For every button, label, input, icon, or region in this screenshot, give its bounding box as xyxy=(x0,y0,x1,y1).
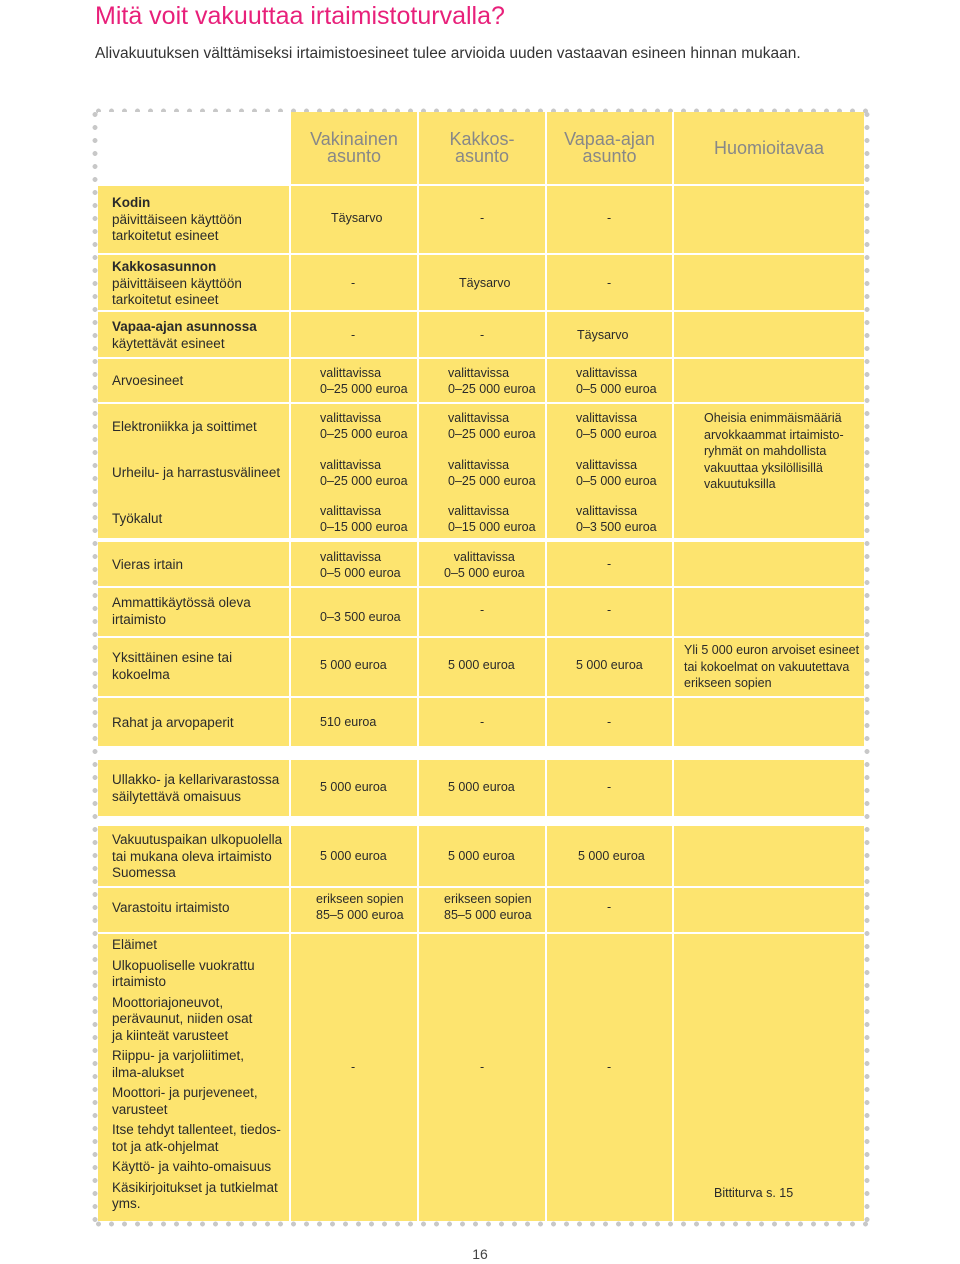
row-label-rahat: Rahat ja arvopaperit xyxy=(112,715,234,730)
page-number: 16 xyxy=(472,1246,488,1262)
cell-elektro-vapaa: valittavissa 0–5 000 euroa xyxy=(576,411,657,441)
row-label-arvoesineet: Arvoesineet xyxy=(112,373,184,388)
list-item: Riippu- ja varjoliitimet, ilma-alukset xyxy=(112,1048,245,1080)
cell-vakuutus-vakinainen: 5 000 euroa xyxy=(320,849,387,863)
row-label-kodin: Kodin päivittäiseen käyttöön tarkoitetut esineet xyxy=(112,195,242,243)
row-label-urheilu: Urheilu- ja harrastusvälineet xyxy=(112,465,281,480)
cell-arvo-vapaa: valittavissa 0–5 000 euroa xyxy=(576,366,657,396)
column-separator xyxy=(545,112,547,1221)
cell-kodin-kakkos: - xyxy=(480,211,485,225)
cell-vakuutus-vapaa: 5 000 euroa xyxy=(578,849,645,863)
cell-rahat-vakinainen: 510 euroa xyxy=(320,715,377,729)
cell-urheilu-vakinainen: valittavissa 0–25 000 euroa xyxy=(320,458,408,488)
cell-ammatti-vakinainen: 0–3 500 euroa xyxy=(320,610,401,624)
list-item: Moottoriajoneuvot, perävaunut, niiden osat ja kiinteät varusteet xyxy=(112,994,253,1043)
cell-ullakko-vakinainen: 5 000 euroa xyxy=(320,780,387,794)
cell-arvo-vakinainen: valittavissa 0–25 000 euroa xyxy=(320,366,408,396)
cell-kakkos-vapaa: - xyxy=(607,276,612,290)
cell-yksittainen-vapaa: 5 000 euroa xyxy=(576,658,643,672)
cell-kodin-vakinainen: Täysarvo xyxy=(331,211,383,225)
cell-yksittainen-kakkos: 5 000 euroa xyxy=(448,658,515,672)
cell-ammatti-kakkos: - xyxy=(480,603,485,617)
cell-elektro-vakinainen: valittavissa 0–25 000 euroa xyxy=(320,411,408,441)
cell-vieras-kakkos: valittavissa 0–5 000 euroa xyxy=(444,550,525,580)
column-header-kakkos: Kakkos- asunto xyxy=(419,112,545,184)
row-label-kakkos: Kakkosasunnon päivittäiseen käyttöön tarkoitetut esineet xyxy=(112,259,242,307)
row-label-ullakko: Ullakko- ja kellarivarastossa säilytettävä omaisuus xyxy=(112,772,280,804)
list-item: Käyttö- ja vaihto-omaisuus xyxy=(112,1159,272,1174)
cell-excluded-vakinainen: - xyxy=(351,1060,356,1074)
cell-ullakko-kakkos: 5 000 euroa xyxy=(448,780,515,794)
cell-vapaa-kakkos: - xyxy=(480,328,485,342)
list-item: Ulkopuoliselle vuokrattu irtaimisto xyxy=(112,957,255,989)
cell-vieras-vakinainen: valittavissa 0–5 000 euroa xyxy=(320,550,401,580)
cell-varastoitu-vakinainen: erikseen sopien 85–5 000 euroa xyxy=(316,892,404,922)
row-label-ammatti: Ammattikäytössä oleva irtaimisto xyxy=(112,595,251,627)
cell-urheilu-kakkos: valittavissa 0–25 000 euroa xyxy=(448,458,536,488)
list-item: Moottori- ja purjeveneet, varusteet xyxy=(112,1085,258,1117)
note-yli: Yli 5 000 euron arvoiset esineet tai kokoelmat on vakuutettava erikseen sopien xyxy=(684,643,860,690)
dotted-border-bottom xyxy=(92,1221,870,1227)
excluded-list xyxy=(112,937,281,1213)
row-label-vieras: Vieras irtain xyxy=(112,557,184,572)
cell-rahat-vapaa: - xyxy=(607,715,612,729)
cell-ammatti-vapaa: - xyxy=(607,603,612,617)
row-label-elektroniikka: Elektroniikka ja soittimet xyxy=(112,419,257,434)
row-label-tyokalut: Työkalut xyxy=(112,511,163,526)
note-bittiturva: Bittiturva s. 15 xyxy=(714,1186,794,1200)
column-separator xyxy=(289,112,291,1221)
cell-kakkos-kakkos: Täysarvo xyxy=(459,276,511,290)
cell-yksittainen-vakinainen: 5 000 euroa xyxy=(320,658,387,672)
cell-tyokalut-vapaa: valittavissa 0–3 500 euroa xyxy=(576,504,657,534)
cell-varastoitu-vapaa: - xyxy=(607,900,612,914)
cell-arvo-kakkos: valittavissa 0–25 000 euroa xyxy=(448,366,536,396)
note-oheisia: Oheisia enimmäismääriä arvokkaammat irtaimisto- ryhmät on mahdollista vakuuttaa yksilöllisillä vakuutuksilla xyxy=(704,411,844,491)
row-label-vakuutuspaikan: Vakuutuspaikan ulkopuolella tai mukana oleva irtaimisto Suomessa xyxy=(112,832,283,880)
cell-ullakko-vapaa: - xyxy=(607,780,612,794)
column-separator xyxy=(672,112,674,1221)
column-header-vakinainen: Vakinainen asunto xyxy=(291,112,417,184)
list-item: Käsikirjoitukset ja tutkielmat yms. xyxy=(112,1179,278,1211)
column-header-huomioitavaa: Huomioitavaa xyxy=(674,112,864,184)
header-empty-cell xyxy=(98,112,289,184)
cell-excluded-vapaa: - xyxy=(607,1060,612,1074)
cell-excluded-kakkos: - xyxy=(480,1060,485,1074)
cell-tyokalut-vakinainen: valittavissa 0–15 000 euroa xyxy=(320,504,408,534)
row-label-vapaa: Vapaa-ajan asunnossa käytettävät esineet xyxy=(112,319,257,351)
cell-kodin-vapaa: - xyxy=(607,211,612,225)
row-label-varastoitu: Varastoitu irtaimisto xyxy=(112,900,230,915)
column-header-vapaa-ajan: Vapaa-ajan asunto xyxy=(547,112,672,184)
cell-rahat-kakkos: - xyxy=(480,715,485,729)
list-item: Itse tehdyt tallenteet, tiedos- tot ja atk-ohjelmat xyxy=(112,1122,281,1154)
cell-elektro-kakkos: valittavissa 0–25 000 euroa xyxy=(448,411,536,441)
cell-urheilu-vapaa: valittavissa 0–5 000 euroa xyxy=(576,458,657,488)
cell-kakkos-vakinainen: - xyxy=(351,276,356,290)
cell-varastoitu-kakkos: erikseen sopien 85–5 000 euroa xyxy=(444,892,532,922)
cell-vieras-vapaa: - xyxy=(607,557,612,571)
cell-vakuutus-kakkos: 5 000 euroa xyxy=(448,849,515,863)
column-separator xyxy=(417,112,419,1221)
cell-vapaa-vapaa: Täysarvo xyxy=(577,328,629,342)
page-title: Mitä voit vakuuttaa irtaimistoturvalla? xyxy=(95,2,505,30)
page-subtitle: Alivakuutuksen välttämiseksi irtaimistoesineet tulee arvioida uuden vastaavan esineen hinnan mukaan. xyxy=(95,45,801,62)
cell-vapaa-vakinainen: - xyxy=(351,328,356,342)
row-label-yksittainen: Yksittäinen esine tai kokoelma xyxy=(112,650,233,682)
dotted-border-right xyxy=(864,108,870,1227)
cell-tyokalut-kakkos: valittavissa 0–15 000 euroa xyxy=(448,504,536,534)
list-item: Eläimet xyxy=(112,937,158,952)
